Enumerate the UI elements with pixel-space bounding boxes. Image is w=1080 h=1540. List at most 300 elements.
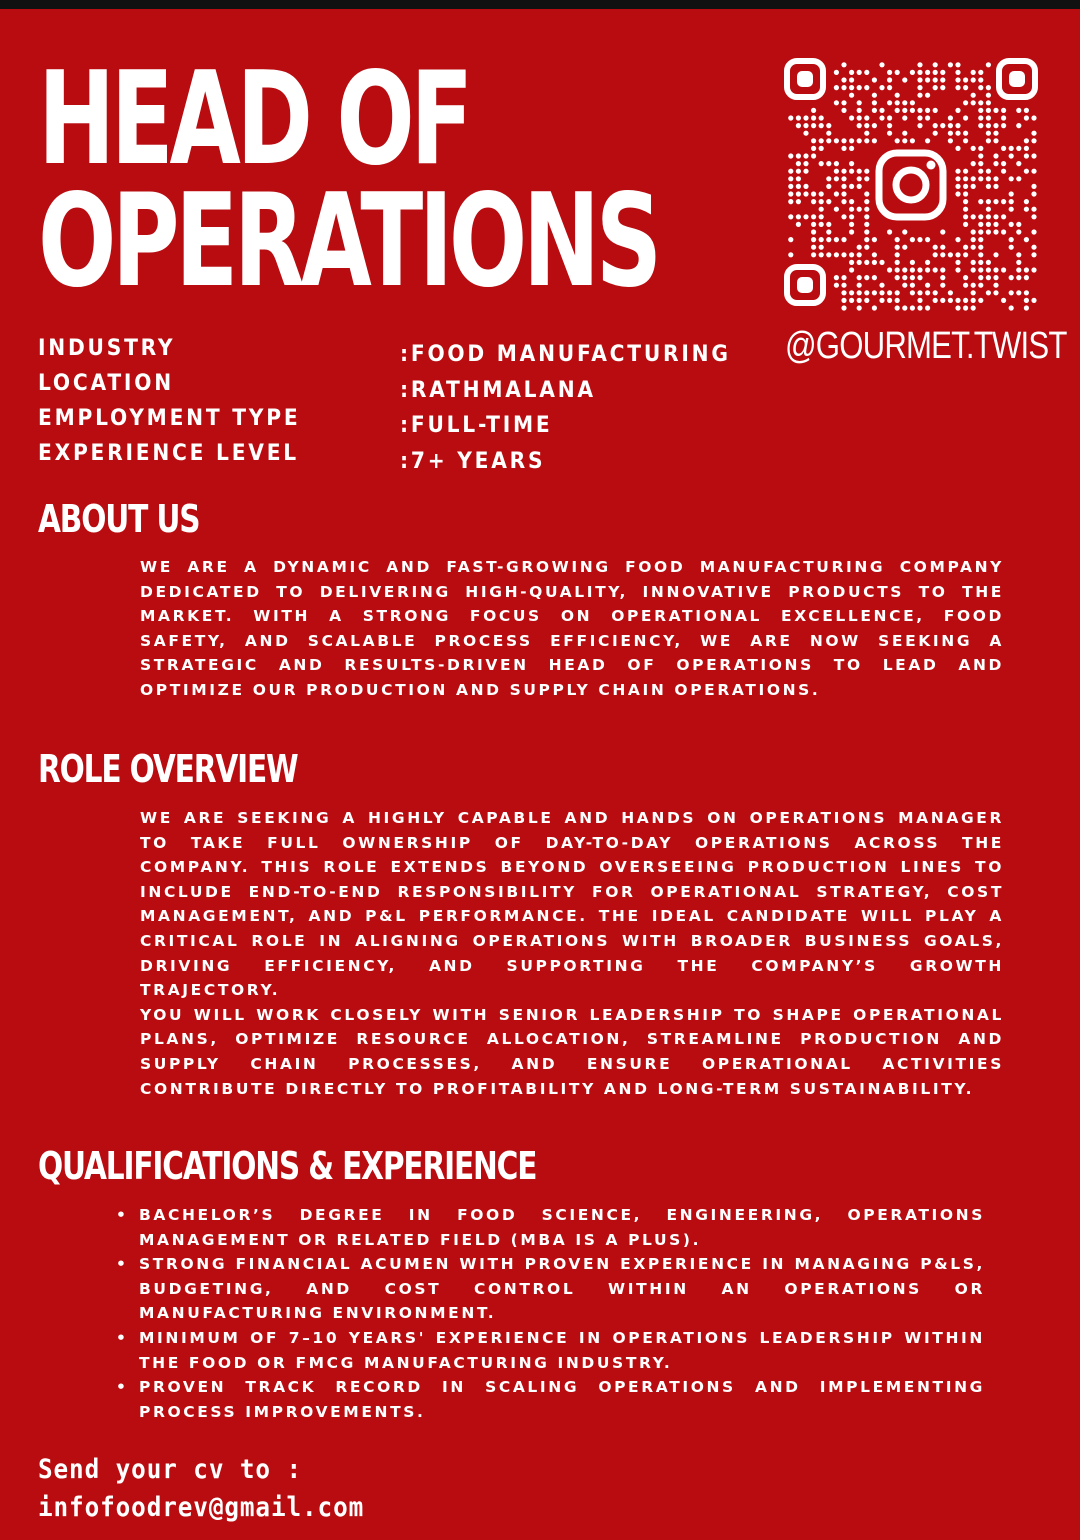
qr-dot bbox=[857, 298, 862, 303]
qr-dot bbox=[864, 245, 869, 250]
qr-dot bbox=[841, 108, 846, 113]
qr-dot bbox=[826, 131, 831, 136]
qr-dot bbox=[986, 214, 991, 219]
qr-dot bbox=[993, 199, 998, 204]
qr-dot bbox=[864, 229, 869, 234]
qr-dot bbox=[826, 237, 831, 242]
qr-dot bbox=[849, 298, 854, 303]
qr-dot bbox=[948, 123, 953, 128]
qr-dot bbox=[841, 100, 846, 105]
qr-dot bbox=[788, 191, 793, 196]
qr-dot bbox=[819, 199, 824, 204]
qr-dot bbox=[910, 108, 915, 113]
qr-dot bbox=[917, 305, 922, 310]
qr-dot bbox=[971, 298, 976, 303]
qr-dot bbox=[986, 138, 991, 143]
qr-dot bbox=[895, 305, 900, 310]
qr-dot bbox=[925, 283, 930, 288]
qr-dot bbox=[1031, 207, 1036, 212]
qr-dot bbox=[917, 108, 922, 113]
qr-dot bbox=[841, 169, 846, 174]
qr-dot bbox=[864, 260, 869, 265]
qr-dot bbox=[902, 267, 907, 272]
qr-dot bbox=[1009, 245, 1014, 250]
qr-dot bbox=[857, 283, 862, 288]
qr-dot bbox=[1031, 191, 1036, 196]
qr-dot bbox=[917, 62, 922, 67]
qr-dot bbox=[1031, 153, 1036, 158]
qr-dot bbox=[940, 245, 945, 250]
qr-dot bbox=[986, 108, 991, 113]
detail-label-industry: INDUSTRY bbox=[38, 336, 176, 361]
qr-dot bbox=[872, 260, 877, 265]
role-paragraph-1: WE ARE SEEKING A HIGHLY CAPABLE AND HANDS ON OPERATIONS MANAGER TO TAKE FULL OWNERSHIP OF DAY-TO-DAY OPERATIONS ACROSS THE COMPANY. THIS ROLE EXTENDS BEYOND OVERSEEING PRODUCTION LINES TO INCLUDE END-TO-END RESPONSIBILITY FOR OPERATIONAL STRATEGY, COST MANAGEMENT, AND P&L PERFORMANCE. THE IDEAL CANDIDATE WILL PLAY A CRITICAL ROLE IN ALIGNING OPERATIONS WITH BROADER BUSINESS GOALS, DRIVING EFFICIENCY, AND SUPPORTING THE COMPANY’S GROWTH TRAJECTORY. bbox=[140, 809, 1004, 1000]
job-title-line-1: HEAD OF bbox=[38, 45, 470, 194]
role-overview-text bbox=[140, 806, 1004, 1101]
qr-dot bbox=[940, 275, 945, 280]
qr-dot bbox=[887, 298, 892, 303]
qr-dot bbox=[796, 214, 801, 219]
qr-dot bbox=[1001, 214, 1006, 219]
qr-dot bbox=[841, 146, 846, 151]
qr-dot bbox=[978, 229, 983, 234]
qr-dot bbox=[955, 62, 960, 67]
qr-dot bbox=[993, 176, 998, 181]
qr-dot bbox=[1009, 191, 1014, 196]
qr-dot bbox=[857, 290, 862, 295]
contact-block bbox=[38, 1451, 364, 1527]
qr-dot bbox=[963, 222, 968, 227]
bullet-icon: • bbox=[116, 1378, 129, 1397]
qualification-text: BACHELOR’S DEGREE IN FOOD SCIENCE, ENGINEERING, OPERATIONS MANAGEMENT OR RELATED FIELD (MBA IS A PLUS). bbox=[139, 1206, 985, 1249]
qr-dot bbox=[933, 290, 938, 295]
qr-dot bbox=[955, 260, 960, 265]
qr-dot bbox=[864, 176, 869, 181]
qr-dot bbox=[933, 77, 938, 82]
qr-dot bbox=[1031, 245, 1036, 250]
qr-dot bbox=[841, 305, 846, 310]
qualifications-list bbox=[114, 1203, 985, 1424]
qr-dot bbox=[895, 93, 900, 98]
qr-dot bbox=[986, 222, 991, 227]
qr-dot bbox=[1024, 146, 1029, 151]
qr-dot bbox=[963, 176, 968, 181]
qr-dot bbox=[925, 237, 930, 242]
qr-dot bbox=[978, 70, 983, 75]
qr-dot bbox=[857, 184, 862, 189]
qr-dot bbox=[910, 283, 915, 288]
qr-dot bbox=[841, 298, 846, 303]
qr-dot bbox=[910, 267, 915, 272]
qr-dot bbox=[963, 214, 968, 219]
detail-value-industry: :FOOD MANUFACTURING bbox=[400, 342, 731, 367]
qr-dot bbox=[971, 290, 976, 295]
qr-dot bbox=[872, 93, 877, 98]
qr-dot bbox=[978, 169, 983, 174]
qr-dot bbox=[1009, 199, 1014, 204]
qr-dot bbox=[963, 131, 968, 136]
qr-dot bbox=[917, 115, 922, 120]
qr-dot bbox=[872, 138, 877, 143]
qr-dot bbox=[834, 169, 839, 174]
qr-dot bbox=[910, 275, 915, 280]
qr-dot bbox=[910, 305, 915, 310]
qr-dot bbox=[902, 283, 907, 288]
qr-dot bbox=[1001, 169, 1006, 174]
qr-dot bbox=[933, 245, 938, 250]
qr-dot bbox=[1009, 237, 1014, 242]
qr-dot bbox=[803, 184, 808, 189]
qr-dot bbox=[1001, 115, 1006, 120]
qr-dot bbox=[902, 305, 907, 310]
qr-dot bbox=[857, 275, 862, 280]
qr-dot bbox=[1031, 115, 1036, 120]
qr-dot bbox=[978, 214, 983, 219]
qr-dot bbox=[803, 161, 808, 166]
qr-dot bbox=[895, 267, 900, 272]
qr-dot bbox=[986, 115, 991, 120]
qr-dot bbox=[948, 298, 953, 303]
qr-dot bbox=[864, 275, 869, 280]
qr-dot bbox=[1031, 131, 1036, 136]
instagram-handle[interactable]: @GOURMET.TWIST bbox=[785, 325, 1067, 367]
qr-dot bbox=[986, 176, 991, 181]
qr-dot bbox=[834, 275, 839, 280]
qr-dot bbox=[955, 123, 960, 128]
qr-dot bbox=[978, 275, 983, 280]
qr-dot bbox=[841, 283, 846, 288]
qr-dot bbox=[834, 70, 839, 75]
qr-dot bbox=[872, 123, 877, 128]
qr-dot bbox=[917, 298, 922, 303]
qr-dot bbox=[902, 100, 907, 105]
qr-dot bbox=[857, 207, 862, 212]
qualification-text: STRONG FINANCIAL ACUMEN WITH PROVEN EXPERIENCE IN MANAGING P&LS, BUDGETING, AND COST CONTROL WITHIN AN OPERATIONS OR MANUFACTURING ENVIRONMENT. bbox=[139, 1255, 985, 1323]
qr-dot bbox=[811, 222, 816, 227]
qr-dot bbox=[948, 138, 953, 143]
qr-dot bbox=[788, 237, 793, 242]
instagram-qr-code[interactable] bbox=[783, 57, 1039, 313]
qr-dot bbox=[1009, 222, 1014, 227]
qr-dot bbox=[841, 252, 846, 257]
qr-dot bbox=[849, 77, 854, 82]
qr-dot bbox=[993, 229, 998, 234]
qr-dot bbox=[993, 252, 998, 257]
qr-dot bbox=[902, 245, 907, 250]
qr-dot bbox=[963, 207, 968, 212]
qr-dot bbox=[1024, 207, 1029, 212]
qr-dot bbox=[864, 222, 869, 227]
job-title bbox=[38, 45, 658, 316]
qr-dot bbox=[1009, 207, 1014, 212]
qr-dot bbox=[819, 252, 824, 257]
qr-dot bbox=[993, 131, 998, 136]
qr-dot bbox=[834, 176, 839, 181]
qr-dot bbox=[1009, 305, 1014, 310]
qr-dot bbox=[963, 252, 968, 257]
qr-dot bbox=[1009, 146, 1014, 151]
qr-dot bbox=[1009, 176, 1014, 181]
qr-dot bbox=[849, 260, 854, 265]
qr-dot bbox=[834, 207, 839, 212]
qr-dot bbox=[993, 290, 998, 295]
qr-dot bbox=[955, 267, 960, 272]
qualification-text: PROVEN TRACK RECORD IN SCALING OPERATIONS AND IMPLEMENTING PROCESS IMPROVEMENTS. bbox=[139, 1378, 985, 1421]
qr-dot bbox=[933, 62, 938, 67]
qr-dot bbox=[1024, 115, 1029, 120]
qr-dot bbox=[1001, 229, 1006, 234]
qr-dot bbox=[986, 93, 991, 98]
qr-dot bbox=[864, 290, 869, 295]
qr-dot bbox=[895, 290, 900, 295]
qr-dot bbox=[895, 252, 900, 257]
qr-dot bbox=[841, 77, 846, 82]
qr-dot bbox=[963, 191, 968, 196]
qr-dot bbox=[933, 123, 938, 128]
qr-dot bbox=[925, 290, 930, 295]
qr-dot bbox=[971, 77, 976, 82]
qr-dot bbox=[895, 245, 900, 250]
qr-dot bbox=[826, 161, 831, 166]
qr-dot bbox=[910, 237, 915, 242]
qr-dot bbox=[1001, 146, 1006, 151]
qr-dot bbox=[887, 131, 892, 136]
qr-dot bbox=[1024, 305, 1029, 310]
qr-dot bbox=[841, 138, 846, 143]
qr-dot bbox=[902, 138, 907, 143]
qr-dot bbox=[971, 260, 976, 265]
qr-dot bbox=[971, 283, 976, 288]
qr-dot bbox=[841, 214, 846, 219]
qr-dot bbox=[1031, 184, 1036, 189]
qr-dot bbox=[788, 184, 793, 189]
qr-dot bbox=[971, 214, 976, 219]
qr-dot bbox=[834, 252, 839, 257]
qr-dot bbox=[963, 115, 968, 120]
qr-dot bbox=[887, 229, 892, 234]
qr-dot bbox=[811, 229, 816, 234]
qr-dot bbox=[834, 237, 839, 242]
qr-dot bbox=[917, 85, 922, 90]
qr-dot bbox=[978, 252, 983, 257]
qr-dot bbox=[1016, 275, 1021, 280]
qr-dot bbox=[1016, 176, 1021, 181]
qr-dot bbox=[978, 283, 983, 288]
qr-dot bbox=[887, 123, 892, 128]
qr-dot bbox=[841, 184, 846, 189]
qr-dot bbox=[879, 290, 884, 295]
qr-dot bbox=[857, 169, 862, 174]
qr-dot bbox=[872, 77, 877, 82]
qr-dot bbox=[826, 123, 831, 128]
qr-dot bbox=[940, 77, 945, 82]
contact-email-link[interactable]: infofoodrev@gmail.com bbox=[38, 1492, 365, 1523]
qr-dot bbox=[803, 123, 808, 128]
qr-dot bbox=[864, 115, 869, 120]
qr-dot bbox=[796, 169, 801, 174]
qr-dot bbox=[971, 229, 976, 234]
qr-dot bbox=[834, 191, 839, 196]
qr-dot bbox=[955, 252, 960, 257]
qr-dot bbox=[872, 237, 877, 242]
qr-dot bbox=[1016, 267, 1021, 272]
qr-dot bbox=[895, 275, 900, 280]
qr-dot bbox=[963, 77, 968, 82]
qr-dot bbox=[933, 267, 938, 272]
qr-dot bbox=[902, 77, 907, 82]
qr-dot bbox=[978, 115, 983, 120]
qr-dot bbox=[1016, 222, 1021, 227]
qr-dot bbox=[993, 275, 998, 280]
qr-dot bbox=[788, 169, 793, 174]
qr-dot bbox=[864, 207, 869, 212]
qr-dot bbox=[819, 245, 824, 250]
qr-dot bbox=[963, 138, 968, 143]
qr-dot bbox=[986, 184, 991, 189]
qualifications-heading: QUALIFICATIONS & EXPERIENCE bbox=[38, 1144, 537, 1188]
list-item bbox=[114, 1326, 985, 1375]
qr-dot bbox=[993, 184, 998, 189]
instagram-icon bbox=[871, 145, 951, 225]
qr-dot bbox=[1031, 169, 1036, 174]
bullet-icon: • bbox=[116, 1255, 129, 1274]
qr-dot bbox=[1031, 252, 1036, 257]
qr-dot bbox=[826, 199, 831, 204]
qr-dot bbox=[925, 138, 930, 143]
qr-dot bbox=[864, 169, 869, 174]
qr-dot bbox=[986, 229, 991, 234]
qr-dot bbox=[963, 305, 968, 310]
qr-dot bbox=[895, 100, 900, 105]
qr-dot bbox=[819, 222, 824, 227]
contact-label: Send your cv to : bbox=[38, 1454, 303, 1485]
qr-dot bbox=[819, 237, 824, 242]
qr-dot bbox=[834, 283, 839, 288]
qr-corner-marker-bottom-left bbox=[787, 267, 823, 303]
qr-dot bbox=[811, 108, 816, 113]
qr-dot bbox=[917, 93, 922, 98]
qr-dot bbox=[841, 176, 846, 181]
bullet-icon: • bbox=[116, 1206, 129, 1224]
qr-dot bbox=[940, 298, 945, 303]
qr-dot bbox=[849, 161, 854, 166]
qr-dot bbox=[986, 123, 991, 128]
qr-dot bbox=[864, 138, 869, 143]
qr-dot bbox=[803, 169, 808, 174]
qr-dot bbox=[955, 237, 960, 242]
qr-dot bbox=[917, 290, 922, 295]
qr-dot bbox=[857, 138, 862, 143]
qr-dot bbox=[933, 252, 938, 257]
qr-dot bbox=[1031, 214, 1036, 219]
qr-dot bbox=[1031, 298, 1036, 303]
qr-dot bbox=[986, 62, 991, 67]
role-paragraph-2: YOU WILL WORK CLOSELY WITH SENIOR LEADERSHIP TO SHAPE OPERATIONAL PLANS, OPTIMIZE RESOURCE ALLOCATION, STREAMLINE PRODUCTION AND SUPPLY CHAIN PROCESSES, AND ENSURE OPERATIONAL ACTIVITIES CONTRIBUTE DIRECTLY TO PROFITABILITY AND LONG-TERM SUSTAINABILITY. bbox=[140, 1005, 1004, 1098]
detail-label-location: LOCATION bbox=[38, 371, 174, 396]
qr-dot bbox=[849, 229, 854, 234]
qr-dot bbox=[917, 237, 922, 242]
qr-dot bbox=[933, 298, 938, 303]
qr-dot bbox=[857, 100, 862, 105]
qr-dot bbox=[879, 62, 884, 67]
qr-dot bbox=[978, 85, 983, 90]
qr-dot bbox=[841, 191, 846, 196]
qr-dot bbox=[978, 100, 983, 105]
qr-dot bbox=[872, 252, 877, 257]
qr-dot bbox=[849, 267, 854, 272]
qr-dot bbox=[955, 131, 960, 136]
qr-dot bbox=[948, 62, 953, 67]
qr-dot bbox=[819, 161, 824, 166]
qr-dot bbox=[849, 199, 854, 204]
qr-dot bbox=[1009, 290, 1014, 295]
qr-dot bbox=[910, 70, 915, 75]
qr-dot bbox=[841, 237, 846, 242]
qr-dot bbox=[971, 305, 976, 310]
qr-dot bbox=[872, 275, 877, 280]
qr-dot bbox=[993, 108, 998, 113]
qr-dot bbox=[1001, 123, 1006, 128]
qr-dot bbox=[993, 138, 998, 143]
qr-dot bbox=[834, 85, 839, 90]
qr-dot bbox=[955, 184, 960, 189]
qr-dot bbox=[955, 77, 960, 82]
qr-dot bbox=[849, 184, 854, 189]
qr-dot bbox=[887, 115, 892, 120]
qr-dot bbox=[925, 70, 930, 75]
qr-dot bbox=[978, 237, 983, 242]
qr-dot bbox=[796, 199, 801, 204]
qr-dot bbox=[864, 199, 869, 204]
qr-dot bbox=[857, 85, 862, 90]
qr-dot bbox=[895, 237, 900, 242]
qr-dot bbox=[933, 70, 938, 75]
qr-dot bbox=[849, 138, 854, 143]
qr-dot bbox=[819, 207, 824, 212]
qr-dot bbox=[993, 161, 998, 166]
qr-dot bbox=[1001, 199, 1006, 204]
qr-dot bbox=[811, 245, 816, 250]
qr-dot bbox=[902, 131, 907, 136]
qr-dot bbox=[940, 283, 945, 288]
qr-dot bbox=[1031, 229, 1036, 234]
qr-dot bbox=[925, 77, 930, 82]
qr-dot bbox=[849, 70, 854, 75]
qr-dot bbox=[963, 199, 968, 204]
qr-dot bbox=[948, 252, 953, 257]
qr-dot bbox=[811, 138, 816, 143]
qr-dot bbox=[993, 283, 998, 288]
qr-dot bbox=[910, 260, 915, 265]
qr-dot bbox=[803, 115, 808, 120]
qr-dot bbox=[1024, 153, 1029, 158]
qr-dot bbox=[811, 146, 816, 151]
qr-dot bbox=[978, 260, 983, 265]
qr-dot bbox=[933, 131, 938, 136]
qr-dot bbox=[819, 214, 824, 219]
qr-dot bbox=[857, 176, 862, 181]
qr-dot bbox=[978, 108, 983, 113]
qr-dot bbox=[819, 146, 824, 151]
qr-dot bbox=[895, 260, 900, 265]
qr-dot bbox=[788, 115, 793, 120]
qr-dot bbox=[887, 85, 892, 90]
qr-dot bbox=[788, 252, 793, 257]
qr-dot bbox=[811, 115, 816, 120]
qr-dot bbox=[902, 275, 907, 280]
qr-dot bbox=[902, 108, 907, 113]
qr-dot bbox=[963, 169, 968, 174]
